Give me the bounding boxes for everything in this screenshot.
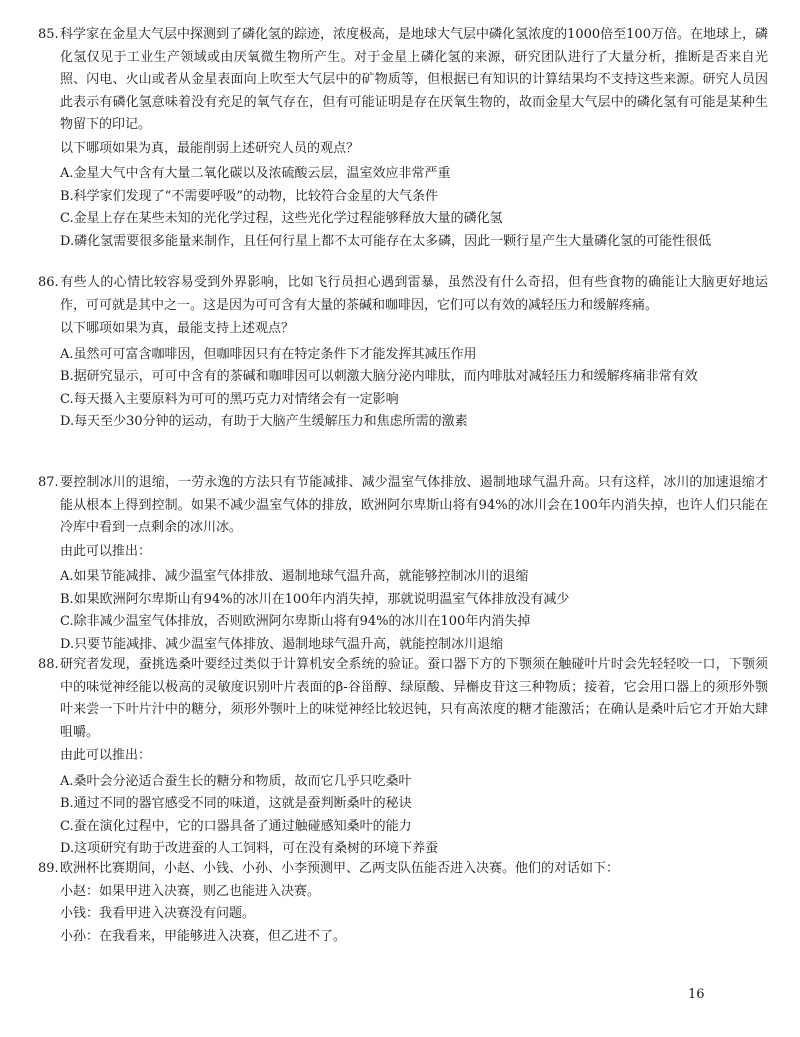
question-stem xyxy=(38,272,768,317)
question-prompt: 由此可以推出： xyxy=(60,748,152,763)
question-prompt: 由此可以推出： xyxy=(60,543,152,559)
question-89 xyxy=(38,858,768,948)
option-d: D.这项研究有助于改进蚕的人工饲料，可在没有桑树的环境下养蚕 xyxy=(60,841,439,856)
option-b: B.如果欧洲阿尔卑斯山有94%的冰川在100年内消失掉，那就说明温室气体排放没有减少 xyxy=(60,591,570,607)
option-list xyxy=(38,771,768,861)
option-d: D.只要节能减排、减少温室气体排放、遏制地球气温升高，就能控制冰川退缩 xyxy=(60,636,504,652)
dialog-line-qian: 小钱：我看甲进入决赛没有问题。 xyxy=(60,906,256,921)
question-prompt: 以下哪项如果为真，最能削弱上述研究人员的观点？ xyxy=(60,140,360,156)
option-a: A.桑叶会分泌适合蚕生长的糖分和物质，故而它几乎只吃桑叶 xyxy=(60,773,412,789)
dialog-line-sun: 小孙：在我看来，甲能够进入决赛，但乙进不了。 xyxy=(60,928,347,944)
option-d: D.每天至少30分钟的运动，有助于大脑产生缓解压力和焦虑所需的激素 xyxy=(60,414,468,429)
option-c: C.每天摄入主要原料为可可的黑巧克力对情绪会有一定影响 xyxy=(60,391,399,407)
option-d: D.磷化氢需要很多能量来制作，且任何行星上都不太可能存在太多磷，因此一颗行星产生大量磷化氢的可能性很低 xyxy=(60,233,712,249)
option-b: B.据研究显示，可可中含有的茶碱和咖啡因可以刺激大脑分泌内啡肽，而内啡肽对减轻压力和缓解疼痛非常有效 xyxy=(60,369,698,384)
option-b: B.通过不同的器官感受不同的味道，这就是蚕判断桑叶的秘诀 xyxy=(60,796,412,811)
option-a: A.虽然可可富含咖啡因，但咖啡因只有在特定条件下才能发挥其减压作用 xyxy=(60,346,477,362)
question-88 xyxy=(38,654,768,861)
question-86 xyxy=(38,272,768,434)
option-a: A.如果节能减排、减少温室气体排放、遏制地球气温升高，就能够控制冰川的退缩 xyxy=(60,569,529,584)
option-list xyxy=(38,566,768,656)
question-number: 89. xyxy=(38,861,59,876)
question-stem xyxy=(38,24,768,137)
option-c: C.金星上存在某些未知的光化学过程，这些光化学过程能够释放大量的磷化氢 xyxy=(60,211,503,226)
question-87 xyxy=(38,472,768,656)
question-text: 研究者发现，蚕挑选桑叶要经过类似于计算机安全系统的验证。蚕口器下方的下颚须在触碰叶片时会先轻轻咬一口，下颚须中的味觉神经能以极高的灵敏度识别叶片表面的β-谷甾醇、绿原酸、异槲皮苷这三种物质；接着，它会用口器上的须形外颚叶来尝一下叶片汁中的糖分，须形外颚叶上的味觉神经比较迟钝，只有高浓度的糖才能激活；在确认是桑叶后它才开始大肆咀嚼。 xyxy=(60,657,768,740)
option-c: C.除非减少温室气体排放，否则欧洲阿尔卑斯山将有94%的冰川在100年内消失掉 xyxy=(60,614,531,629)
question-stem xyxy=(38,858,768,881)
option-c: C.蚕在演化过程中，它的口器具备了通过触碰感知桑叶的能力 xyxy=(60,818,412,834)
dialog-line-zhao: 小赵：如果甲进入决赛，则乙也能进入决赛。 xyxy=(60,883,321,899)
page-number: 16 xyxy=(688,987,705,1002)
question-number: 87. xyxy=(38,475,59,490)
question-number: 85. xyxy=(38,27,59,42)
option-list xyxy=(38,344,768,434)
question-text: 欧洲杯比赛期间，小赵、小钱、小孙、小李预测甲、乙两支队伍能否进入决赛。他们的对话如下： xyxy=(60,861,620,876)
option-list xyxy=(38,163,768,253)
question-text: 有些人的心情比较容易受到外界影响，比如飞行员担心遇到雷暴，虽然没有什么奇招，但有些食物的确能让大脑更好地运作，可可就是其中之一。这是因为可可含有大量的茶碱和咖啡因，它们可以有效的减轻压力和缓解疼痛。 xyxy=(60,275,768,313)
question-number: 86. xyxy=(38,275,59,290)
question-prompt: 以下哪项如果为真，最能支持上述观点？ xyxy=(60,321,295,336)
option-a: A.金星大气中含有大量二氧化碳以及浓硫酸云层，温室效应非常严重 xyxy=(60,166,451,181)
question-85 xyxy=(38,24,768,253)
question-text: 科学家在金星大气层中探测到了磷化氢的踪迹，浓度极高，是地球大气层中磷化氢浓度的1000倍至100万倍。在地球上，磷化氢仅见于工业生产领域或由厌氧微生物所产生。对于金星上磷化氢的来源，研究团队进行了大量分析，推断是否来自光照、闪电、火山或者从金星表面向上吹至大气层中的矿物质等，但根据已有知识的计算结果均不支持这些来源。研究人员因此表示有磷化氢意味着没有充足的氧气存在，但有可能证明是存在厌氧生物的，故而金星大气层中的磷化氢有可能是某种生物留下的印记。 xyxy=(60,27,768,132)
question-number: 88. xyxy=(38,657,59,672)
option-b: B.科学家们发现了“不需要呼吸”的动物，比较符合金星的大气条件 xyxy=(60,188,438,204)
question-text: 要控制冰川的退缩，一劳永逸的方法只有节能减排、减少温室气体排放、遏制地球气温升高。只有这样，冰川的加速退缩才能从根本上得到控制。如果不减少温室气体的排放，欧洲阿尔卑斯山将有94%的冰川会在100年内消失掉，也许人们只能在冷库中看到一点剩余的冰川冰。 xyxy=(60,475,768,535)
question-stem xyxy=(38,654,768,744)
question-stem xyxy=(38,472,768,540)
dialog-block xyxy=(38,881,768,949)
